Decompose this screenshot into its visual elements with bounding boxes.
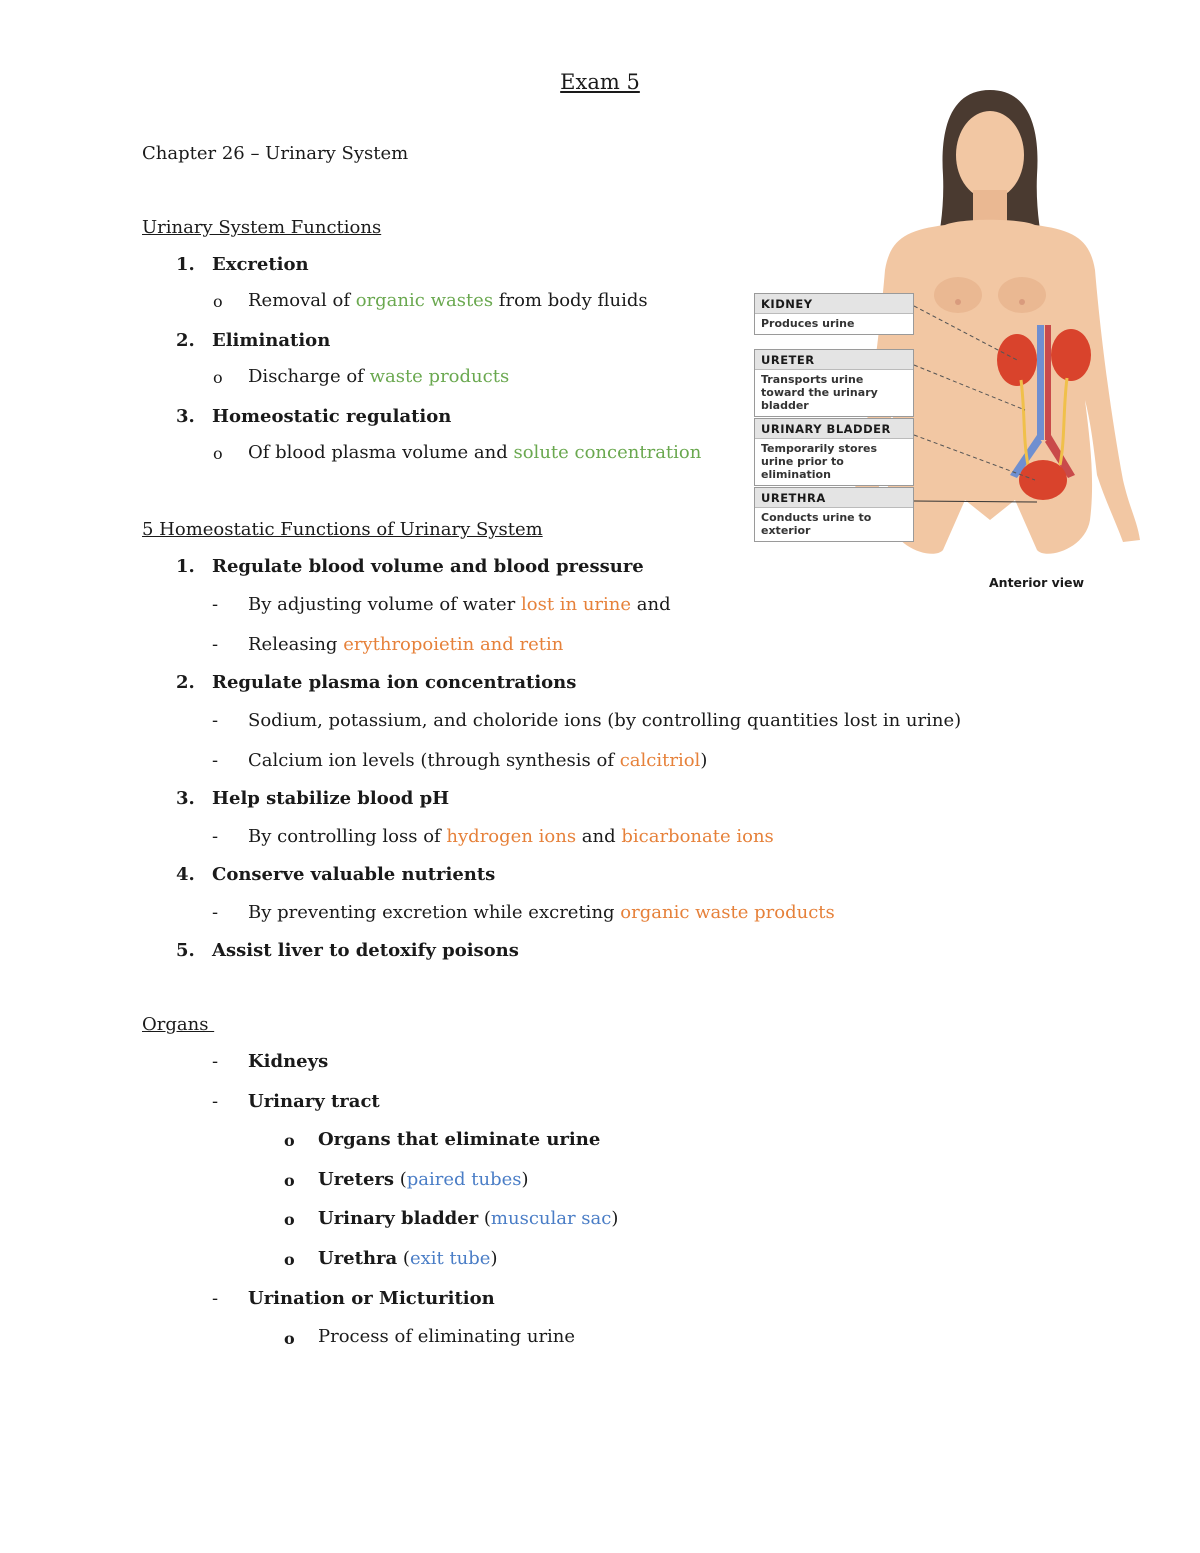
homeostatic-label: Regulate plasma ion concentrations — [212, 672, 577, 693]
homeostatic-heading: 5 Homeostatic Functions of Urinary System — [142, 519, 543, 540]
bullet-o: o — [213, 292, 223, 311]
dash-bullet: - — [212, 634, 219, 655]
homeostatic-detail: By preventing excretion while excreting organic waste products — [248, 902, 835, 923]
chapter-heading: Chapter 26 – Urinary System — [142, 143, 409, 164]
dash-bullet: - — [212, 902, 219, 923]
function-label: Homeostatic regulation — [212, 406, 452, 427]
callout-urethra — [754, 487, 914, 542]
function-detail: Discharge of waste products — [248, 366, 510, 387]
dash-bullet: - — [212, 750, 219, 771]
homeostatic-label: Conserve valuable nutrients — [212, 864, 496, 885]
dash-bullet: - — [212, 594, 219, 615]
tract-item: Urethra (exit tube) — [318, 1248, 498, 1269]
callout-desc: Conducts urine to exterior — [755, 508, 913, 541]
callout-title: URETHRA — [755, 488, 913, 508]
function-label: Excretion — [212, 254, 309, 275]
dash-bullet: - — [212, 1091, 219, 1112]
callout-kidney — [754, 293, 914, 335]
organ-kidneys: Kidneys — [248, 1051, 329, 1072]
dash-bullet: - — [212, 826, 219, 847]
bullet-o: o — [284, 1131, 295, 1150]
homeostatic-number: 1. — [176, 556, 195, 577]
urinary-system-figure — [745, 80, 1165, 600]
callout-urinary-bladder — [754, 418, 914, 486]
function-label: Elimination — [212, 330, 331, 351]
homeostatic-number: 3. — [176, 788, 195, 809]
homeostatic-number: 5. — [176, 940, 195, 961]
homeostatic-detail: By controlling loss of hydrogen ions and bicarbonate ions — [248, 826, 774, 847]
callout-title: URETER — [755, 350, 913, 370]
bullet-o: o — [284, 1171, 295, 1190]
organ-urinary-tract: Urinary tract — [248, 1091, 380, 1112]
homeostatic-number: 2. — [176, 672, 195, 693]
callout-title: KIDNEY — [755, 294, 913, 314]
callout-desc: Temporarily stores urine prior to elimination — [755, 439, 913, 485]
callout-title: URINARY BLADDER — [755, 419, 913, 439]
dash-bullet: - — [212, 1051, 219, 1072]
homeostatic-number: 4. — [176, 864, 195, 885]
homeostatic-label: Assist liver to detoxify poisons — [212, 940, 519, 961]
homeostatic-label: Help stabilize blood pH — [212, 788, 450, 809]
callout-desc: Produces urine — [755, 314, 913, 334]
page-title: Exam 5 — [560, 70, 640, 94]
callout-ureter — [754, 349, 914, 417]
homeostatic-detail: Releasing erythropoietin and retin — [248, 634, 564, 655]
bullet-o: o — [284, 1210, 295, 1229]
tract-item: Organs that eliminate urine — [318, 1129, 601, 1150]
function-number: 2. — [176, 330, 195, 351]
bullet-o: o — [213, 444, 223, 463]
dash-bullet: - — [212, 1288, 219, 1309]
functions-heading: Urinary System Functions — [142, 217, 382, 238]
tract-item: Ureters (paired tubes) — [318, 1169, 529, 1190]
function-detail: Of blood plasma volume and solute concentration — [248, 442, 702, 463]
bullet-o: o — [284, 1329, 295, 1348]
urination-detail: Process of eliminating urine — [318, 1326, 576, 1347]
function-number: 1. — [176, 254, 195, 275]
dash-bullet: - — [212, 710, 219, 731]
function-number: 3. — [176, 406, 195, 427]
bullet-o: o — [284, 1250, 295, 1269]
figure-caption: Anterior view — [989, 575, 1085, 590]
bullet-o: o — [213, 368, 223, 387]
homeostatic-detail: Sodium, potassium, and choloride ions (by controlling quantities lost in urine) — [248, 710, 962, 731]
tract-item: Urinary bladder (muscular sac) — [318, 1208, 619, 1229]
homeostatic-label: Regulate blood volume and blood pressure — [212, 556, 644, 577]
callout-desc: Transports urine toward the urinary bladder — [755, 370, 913, 416]
function-detail: Removal of organic wastes from body fluids — [248, 290, 648, 311]
homeostatic-detail: Calcium ion levels (through synthesis of calcitriol) — [248, 750, 708, 771]
organs-heading: Organs — [142, 1014, 215, 1035]
homeostatic-detail: By adjusting volume of water lost in urine and — [248, 594, 671, 615]
organ-urination: Urination or Micturition — [248, 1288, 495, 1309]
